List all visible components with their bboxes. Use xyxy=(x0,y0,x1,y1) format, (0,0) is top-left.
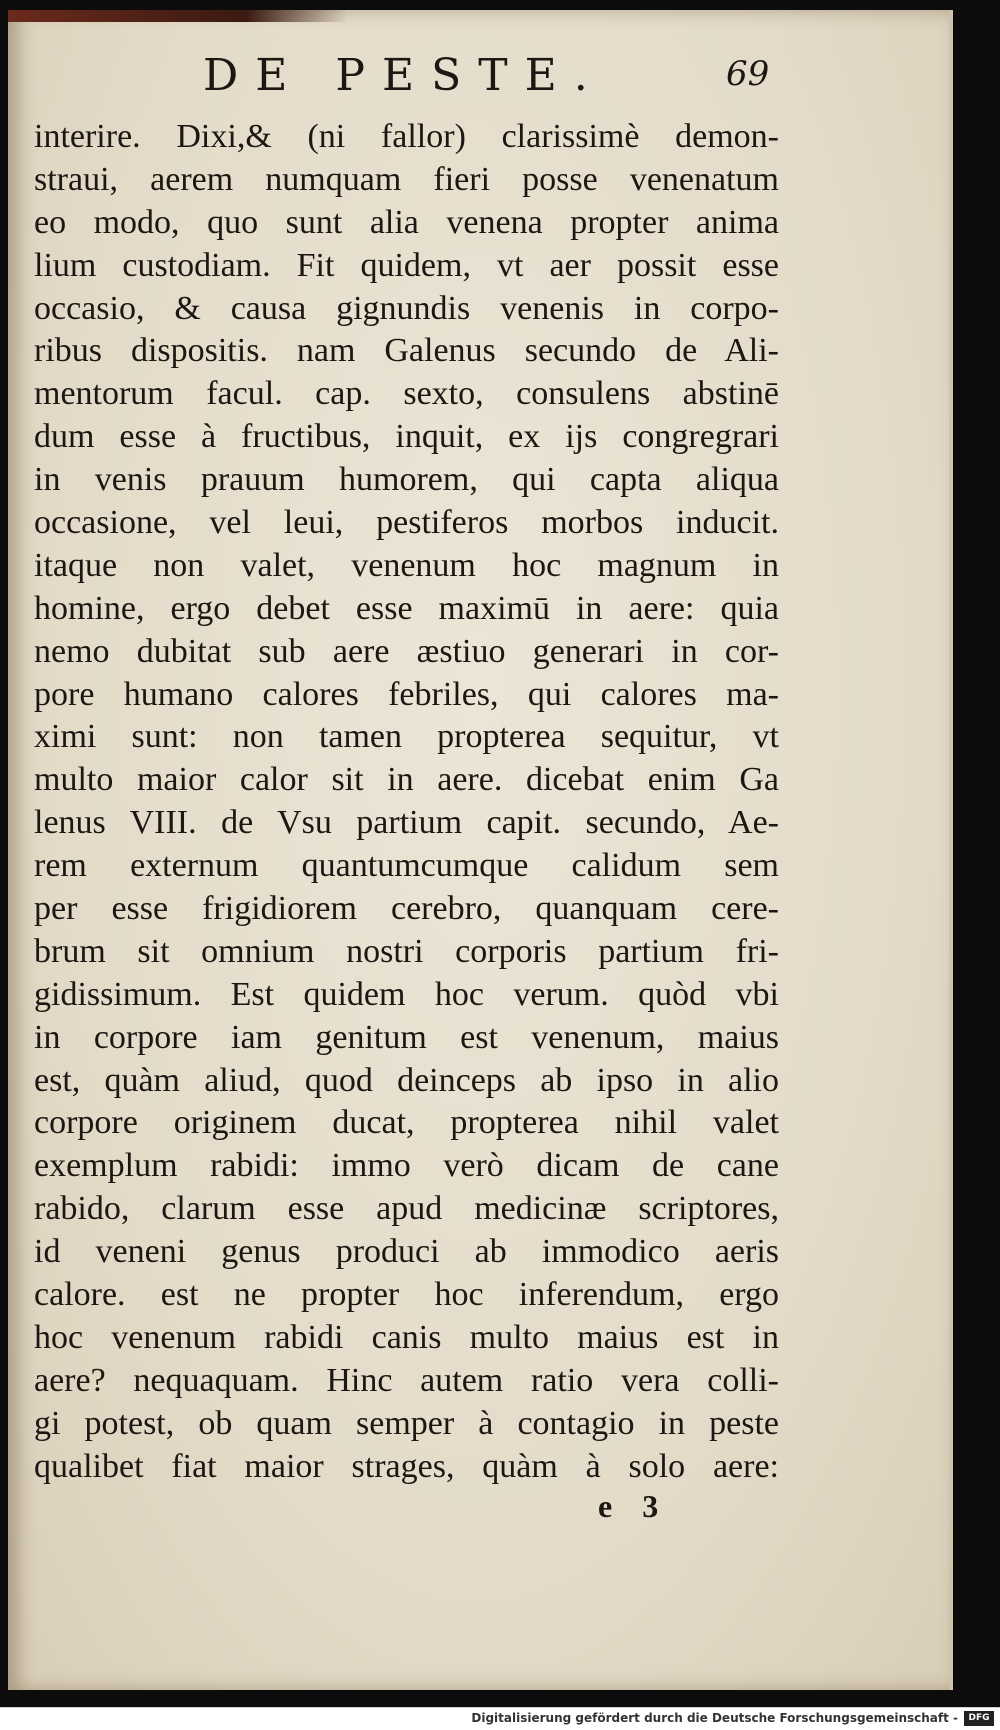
text-line: pore humano calores febriles, qui calores ma- xyxy=(34,675,779,713)
text-line: id veneni genus produci ab immodico aeris xyxy=(34,1233,779,1271)
text-line: hoc venenum rabidi canis multo maius est in xyxy=(34,1318,779,1356)
digitization-footer xyxy=(0,1707,1000,1730)
text-line: ribus dispositis. nam Galenus secundo de Ali- xyxy=(34,332,779,370)
text-line: aere? nequaquam. Hinc autem ratio vera colli- xyxy=(34,1361,779,1399)
text-line: est, quàm aliud, quod deinceps ab ipso in alio xyxy=(34,1061,779,1099)
body-text xyxy=(34,116,779,1489)
text-line: lium custodiam. Fit quidem, vt aer possit esse xyxy=(34,246,779,284)
text-line: occasio, & causa gignundis venenis in corpo- xyxy=(34,289,779,327)
text-line: eo modo, quo sunt alia venena propter anima xyxy=(34,203,779,241)
text-line: rabido, clarum esse apud medicinæ scriptores, xyxy=(34,1190,779,1228)
text-line: exemplum rabidi: immo verò dicam de cane xyxy=(34,1147,779,1185)
text-line: per esse frigidiorem cerebro, quanquam cere- xyxy=(34,890,779,928)
text-line: brum sit omnium nostri corporis partium fri- xyxy=(34,932,779,970)
text-line: mentorum facul. cap. sexto, consulens abstinē xyxy=(34,375,779,413)
dfg-logo-icon: DFG xyxy=(964,1711,994,1726)
text-line: dum esse à fructibus, inquit, ex ijs congregrari xyxy=(34,418,779,456)
text-line: straui, aerem numquam fieri posse venenatum xyxy=(34,160,779,198)
text-line: itaque non valet, venenum hoc magnum in xyxy=(34,546,779,584)
text-line: corpore originem ducat, propterea nihil valet xyxy=(34,1104,779,1142)
text-line: interire. Dixi,& (ni fallor) clarissimè demon- xyxy=(34,118,779,155)
page-number: 69 xyxy=(726,54,770,94)
text-line: gi potest, ob quam semper à contagio in peste xyxy=(34,1404,779,1442)
text-line: in corpore iam genitum est venenum, maius xyxy=(34,1018,779,1056)
text-line: multo maior calor sit in aere. dicebat enim Ga xyxy=(34,761,779,799)
text-line: rem externum quantumcumque calidum sem xyxy=(34,847,779,885)
text-line: in venis prauum humorem, qui capta aliqua xyxy=(34,461,779,499)
text-line: ximi sunt: non tamen propterea sequitur, vt xyxy=(34,718,779,756)
running-head xyxy=(8,50,953,110)
text-line: calore. est ne propter hoc inferendum, ergo xyxy=(34,1276,779,1314)
book-page xyxy=(8,10,953,1690)
signature-mark: e 3 xyxy=(598,1488,659,1524)
text-line: nemo dubitat sub aere æstiuo generari in cor- xyxy=(34,632,779,670)
text-line: qualibet fiat maior strages, quàm à solo aere: xyxy=(34,1447,779,1485)
text-line: gidissimum. Est quidem hoc verum. quòd vbi xyxy=(34,975,779,1013)
text-line: lenus VIII. de Vsu partium capit. secundo, Ae- xyxy=(34,804,779,842)
funding-credit: Digitalisierung gefördert durch die Deutsche Forschungsgemeinschaft - xyxy=(471,1711,958,1725)
text-line: homine, ergo debet esse maximū in aere: quia xyxy=(34,589,779,627)
text-line: occasione, vel leui, pestiferos morbos inducit. xyxy=(34,504,779,542)
running-title: DE PESTE. xyxy=(203,50,605,101)
